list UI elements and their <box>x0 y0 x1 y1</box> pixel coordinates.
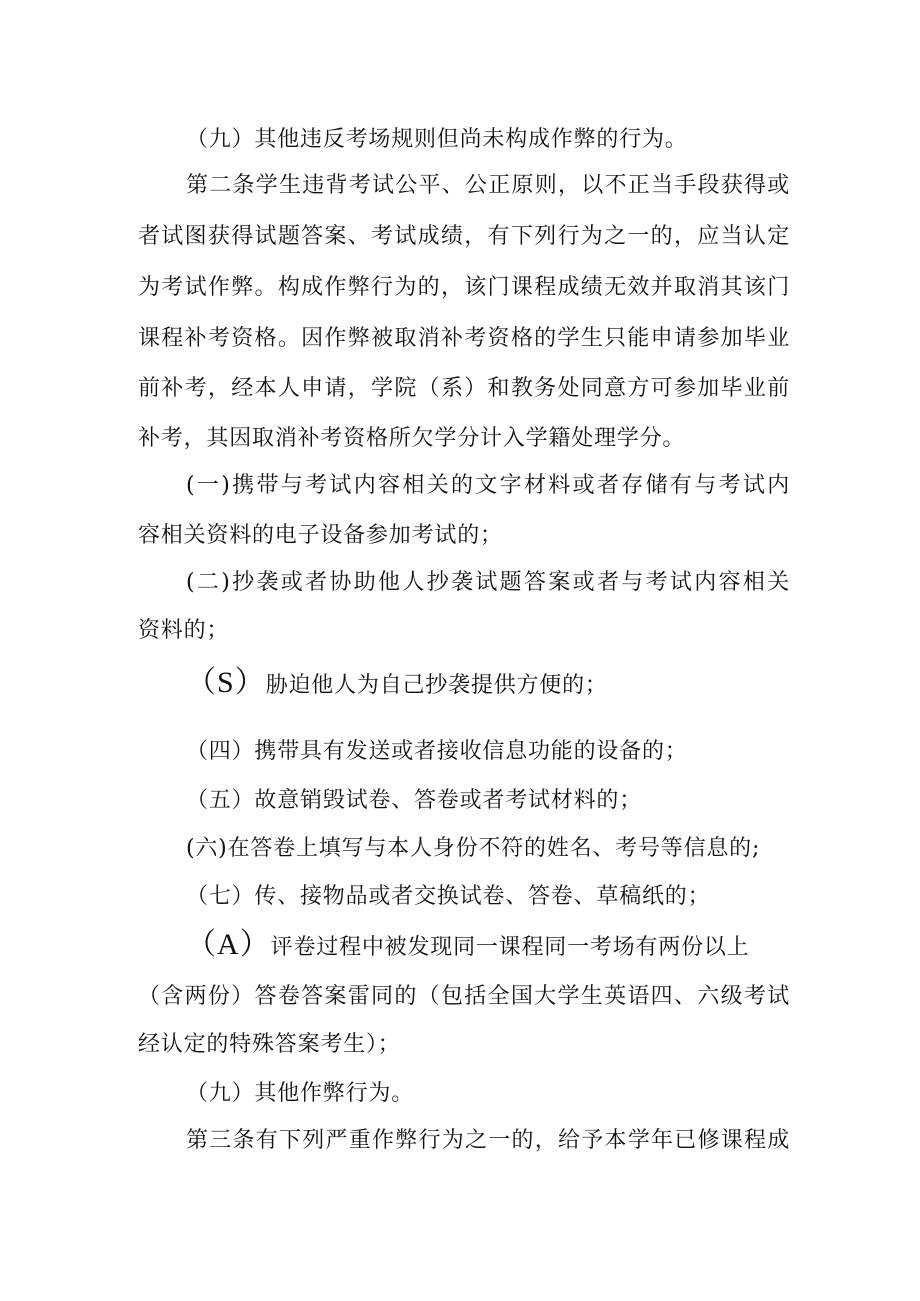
text-line: （九）其他违反考场规则但尚未构成作弊的行为。 <box>186 127 688 152</box>
text-line: （五）故意销毁试卷、答卷或者考试材料的； <box>186 788 643 813</box>
text-line: 第二条学生违背考试公平、公正原则，以不正当手段获得或 <box>186 173 790 198</box>
text-line: （九）其他作弊行为。 <box>186 1081 415 1106</box>
text-line: 为考试作弊。构成作弊行为的，该门课程成绩无效并取消其该门 <box>138 275 790 300</box>
list-marker: （A） <box>186 928 271 961</box>
text-line: 容相关资料的电子设备参加考试的； <box>138 523 503 548</box>
text-line: (六)在答卷上填写与本人身份不符的姓名、考号等信息的; <box>186 836 761 861</box>
list-item-text: 评卷过程中被发现同一课程同一考场有两份以上 <box>270 935 750 960</box>
text-line: (一)携带与考试内容相关的文字材料或者存储有与考试内 <box>186 473 790 498</box>
text-line: 者试图获得试题答案、考试成绩，有下列行为之一的，应当认定 <box>138 224 790 249</box>
text-line: 补考，其因取消补考资格所欠学分计入学籍处理学分。 <box>138 426 686 451</box>
text-line: 前补考，经本人申请，学院（系）和教务处同意方可参加毕业前 <box>138 376 790 401</box>
list-item-text: 胁迫他人为自己抄袭提供方便的； <box>265 673 608 698</box>
text-line: （七）传、接物品或者交换试卷、答卷、草稿纸的； <box>186 884 711 909</box>
text-line: （含两份）答卷答案雷同的（包括全国大学生英语四、六级考试 <box>138 984 790 1009</box>
text-line: 第三条有下列严重作弊行为之一的，给予本学年已修课程成 <box>186 1128 790 1153</box>
text-line: (二)抄袭或者协助他人抄袭试题答案或者与考试内容相关 <box>186 570 790 595</box>
text-line: （四）携带具有发送或者接收信息功能的设备的； <box>186 739 688 764</box>
text-line: 资料的； <box>138 618 230 643</box>
text-line: 课程补考资格。因作弊被取消补考资格的学生只能申请参加毕业 <box>138 326 790 351</box>
text-line: 经认定的特殊答案考生）； <box>138 1032 401 1057</box>
list-marker: （S） <box>186 666 266 699</box>
list-item-8 <box>186 930 790 963</box>
list-item-3 <box>186 668 790 701</box>
